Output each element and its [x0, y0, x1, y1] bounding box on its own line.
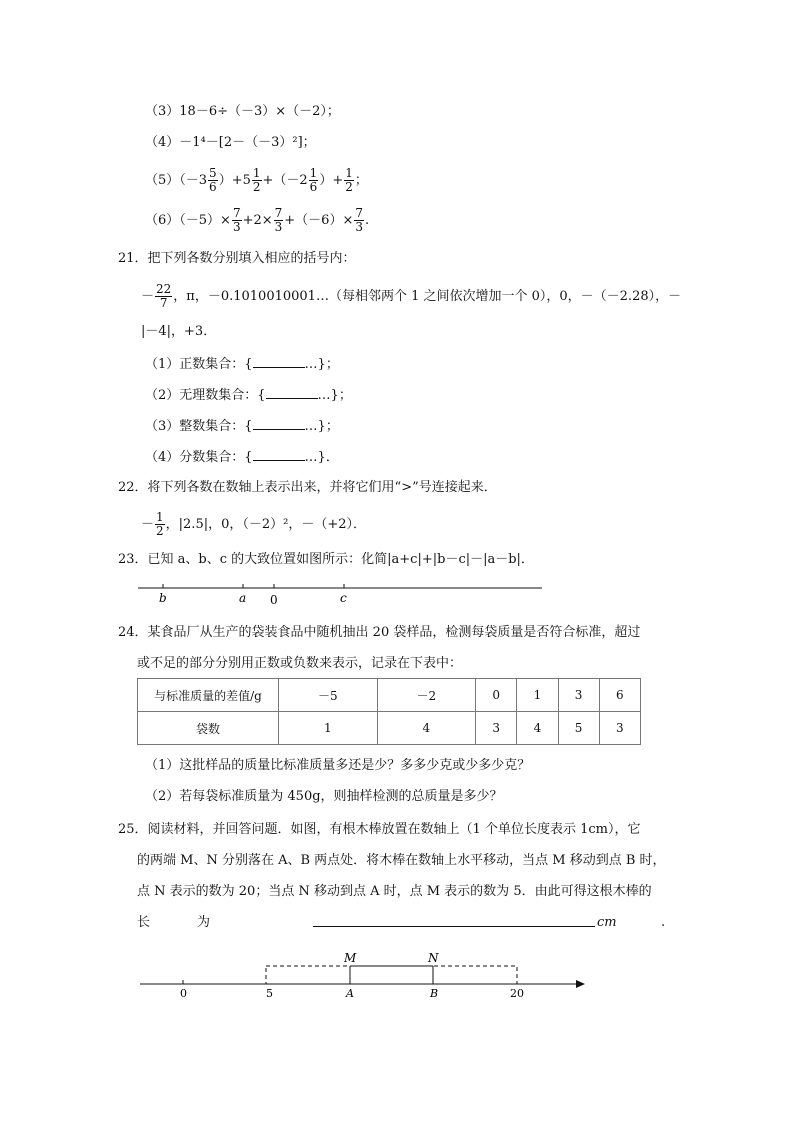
text: +（－6）×	[284, 213, 354, 228]
q21-numbers-line1	[141, 282, 681, 312]
label-B: B	[430, 987, 439, 1000]
text: …}．	[304, 450, 339, 465]
table-cell: 3	[599, 712, 640, 745]
text: ）+	[319, 173, 344, 188]
q25-figure	[135, 948, 595, 1004]
table-cell: 3	[476, 712, 517, 745]
q25-line1: 25．阅读材料，并回答问题．如图，有根木棒放置在数轴上（1 个单位长度表示 1cm），它	[118, 822, 641, 837]
q21-numbers-line2: |－4|，+3．	[141, 324, 217, 339]
q24-line1: 24．某食品厂从生产的袋装食品中随机抽出 20 袋样品，检测每袋质量是否符合标准，超过	[118, 625, 641, 640]
fraction: $\frac{1}{2}$	[252, 166, 261, 194]
q21-set-4	[145, 447, 339, 468]
answer-blank[interactable]	[253, 447, 305, 461]
text: …}；	[304, 419, 339, 434]
q24-table	[137, 678, 641, 745]
label-a: a	[239, 591, 247, 605]
text: ，π，－0.1010010001…（每相邻两个 1 之间依次增加一个 0），0，－（－2.28），－	[173, 289, 682, 304]
answer-blank[interactable]	[253, 354, 305, 368]
q20-item-5	[145, 166, 368, 196]
text: （5）（－3	[145, 173, 208, 188]
answer-blank[interactable]	[313, 913, 595, 927]
label-0: 0	[180, 987, 187, 1000]
q21-set-1	[145, 354, 339, 375]
fraction: $\frac{22}{7}$	[156, 282, 172, 310]
q23-number-line	[130, 578, 580, 608]
fraction: $\frac{1}{2}$	[156, 510, 164, 538]
q20-item-6	[145, 206, 369, 236]
text: ）+5	[218, 173, 251, 188]
fraction: $\frac{1}{6}$	[309, 166, 318, 194]
q24-sub-2: （2）若每袋标准质量为 450g，则抽样检测的总质量是多少？	[145, 789, 503, 804]
text: .	[364, 213, 370, 228]
text: （4）分数集合：{	[145, 450, 253, 465]
table-cell: 4	[517, 712, 558, 745]
table-cell: 0	[476, 679, 517, 712]
answer-blank[interactable]	[253, 416, 305, 430]
label-5: 5	[266, 987, 273, 1000]
table-cell: －2	[377, 679, 476, 712]
q25-unit: cm	[597, 915, 617, 930]
q25-period: .	[661, 915, 666, 930]
table-cell: 5	[558, 712, 599, 745]
q21-set-2	[145, 385, 352, 406]
q21-set-3	[145, 416, 339, 437]
text: +2×	[242, 213, 273, 228]
table-cell: －5	[279, 679, 378, 712]
text: ，|2.5|，0，（－2）²，－（+2）．	[165, 517, 367, 532]
table-row	[138, 712, 641, 745]
label-M: M	[344, 951, 357, 965]
text: （6）（－5）×	[145, 213, 231, 228]
label-0: 0	[270, 593, 278, 607]
text: …}；	[317, 388, 352, 403]
text: （3）整数集合：{	[145, 419, 253, 434]
q25-line2: 的两端 M、N 分别落在 A、B 两点处．将木棒在数轴上水平移动，当点 M 移动到点 B 时，	[137, 853, 666, 868]
q23-title: 23．已知 a、b、c 的大致位置如图所示：化简|a+c|+|b－c|－|a－b|．	[118, 552, 534, 567]
table-cell: 6	[599, 679, 640, 712]
q22-title: 22．将下列各数在数轴上表示出来，并将它们用“>”号连接起来．	[118, 480, 497, 495]
label-b: b	[159, 591, 167, 605]
text: －	[141, 289, 155, 304]
label-20: 20	[510, 987, 524, 1000]
text: ；	[354, 173, 368, 188]
label-c: c	[340, 591, 347, 605]
text: +（－2	[262, 173, 308, 188]
fraction: $\frac{5}{6}$	[209, 166, 217, 194]
text: （2）无理数集合：{	[145, 388, 266, 403]
fraction: $\frac{7}{3}$	[274, 206, 283, 234]
label-A: A	[346, 987, 354, 1000]
table-cell: 与标准质量的差值/g	[138, 679, 279, 712]
table-cell: 4	[377, 712, 476, 745]
q25-answer-blank[interactable]	[313, 913, 595, 934]
q22-numbers	[141, 510, 366, 540]
fraction: $\frac{1}{2}$	[345, 166, 353, 194]
fraction: $\frac{7}{3}$	[355, 206, 363, 234]
q24-sub-1: （1）这批样品的质量比标准质量多还是少？多多少克或少多少克？	[145, 758, 531, 773]
table-cell: 1	[517, 679, 558, 712]
q25-line3: 点 N 表示的数为 20；当点 N 移动到点 A 时，点 M 表示的数为 5．由此可得这根木棒的	[137, 884, 652, 899]
dashed-box	[266, 966, 517, 984]
table-cell: 3	[558, 679, 599, 712]
q20-item-4: （4）－1⁴－[2－（－3）²]；	[145, 135, 316, 150]
q20-item-3: （3）18－6÷（－3）×（－2）；	[145, 104, 340, 119]
label-N: N	[428, 951, 439, 965]
text: （1）正数集合：{	[145, 357, 253, 372]
table-cell: 1	[279, 712, 378, 745]
q21-title: 21．把下列各数分别填入相应的括号内：	[118, 251, 356, 266]
q24-line2: 或不足的部分分别用正数或负数来表示，记录在下表中：	[137, 656, 463, 671]
fraction: $\frac{7}{3}$	[232, 206, 241, 234]
arrow-icon	[576, 980, 585, 988]
table-cell: 袋数	[138, 712, 279, 745]
table-row	[138, 679, 641, 712]
answer-blank[interactable]	[266, 385, 318, 399]
q25-line4-wei: 为	[197, 915, 211, 930]
text: …}；	[304, 357, 339, 372]
q25-line4-chang: 长	[137, 915, 151, 930]
text: －	[141, 517, 155, 532]
